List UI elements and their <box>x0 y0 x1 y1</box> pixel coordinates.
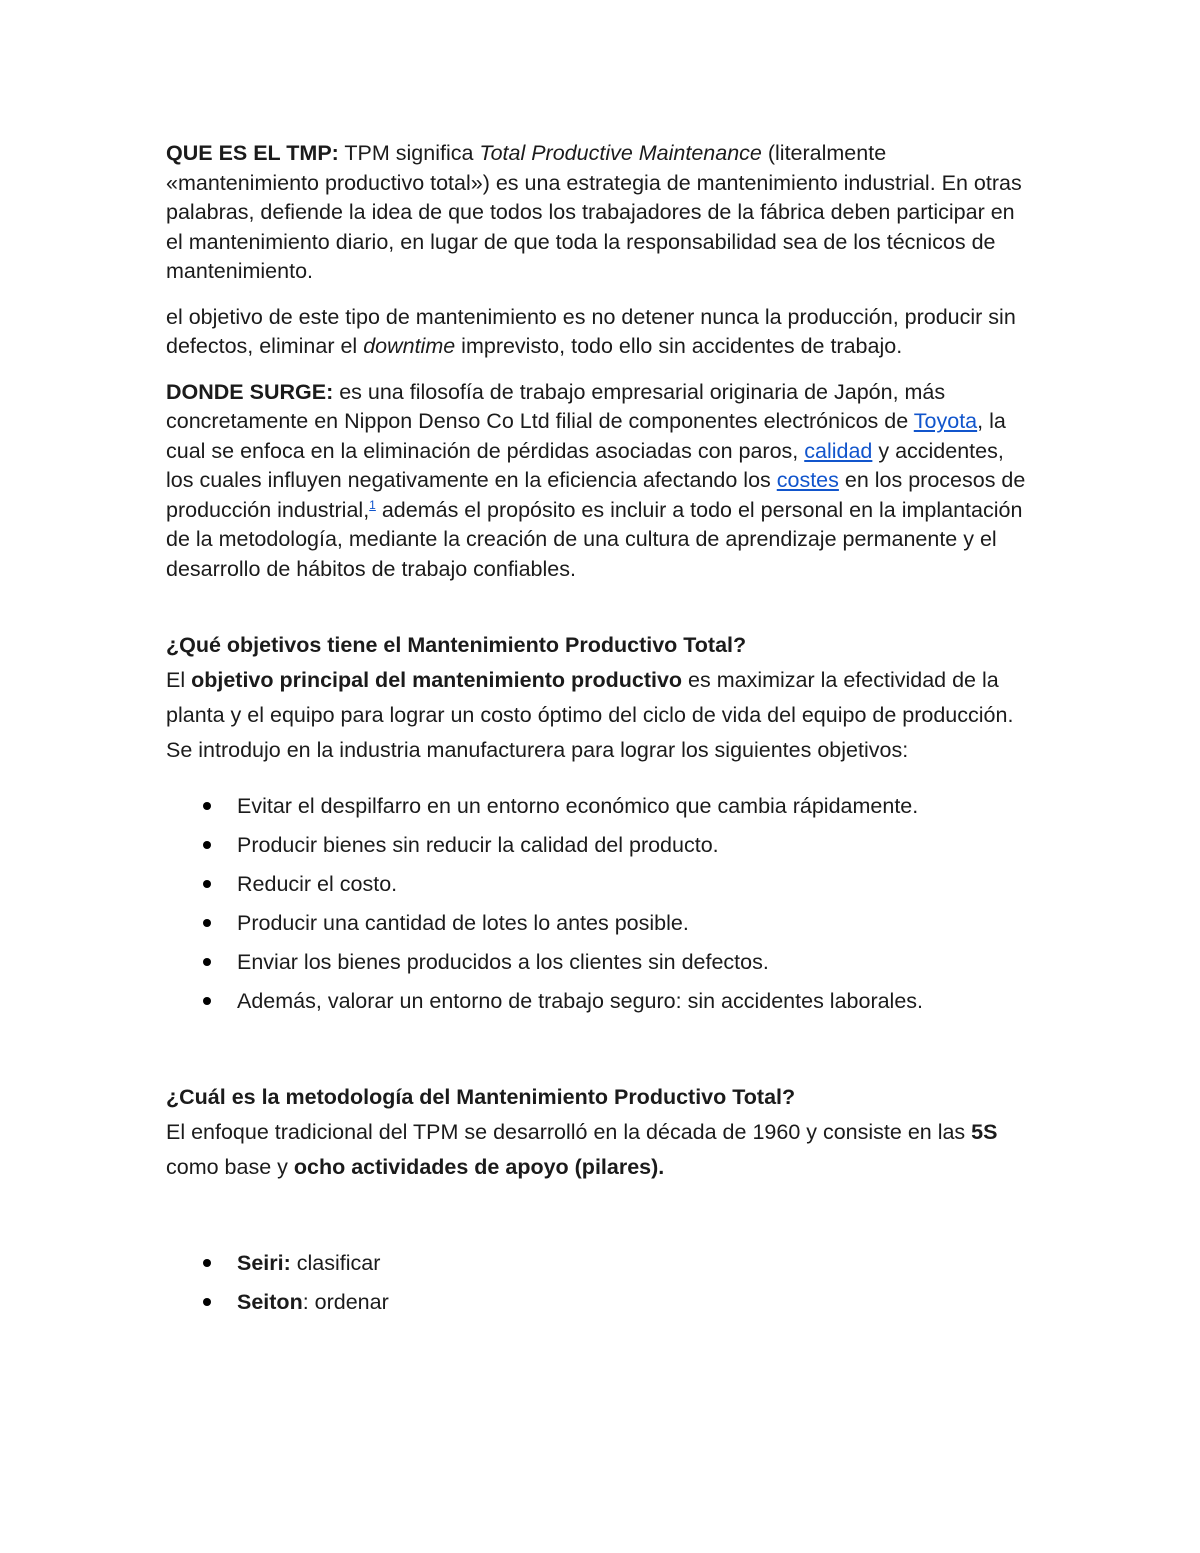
bullet-icon <box>203 802 211 810</box>
objectives-bold-phrase: objetivo principal del mantenimiento productivo <box>191 668 683 692</box>
methodology-paragraph: El enfoque tradicional del TPM se desarrolló en la década de 1960 y consiste en las 5S como base y ocho actividades de apoyo (pilares). <box>166 1120 998 1179</box>
toyota-link[interactable]: Toyota <box>913 409 978 433</box>
list-item: Producir bienes sin reducir la calidad del producto. <box>166 826 1036 865</box>
origin-paragraph: DONDE SURGE: es una filosofía de trabajo empresarial originaria de Japón, más concretamente en Nippon Denso Co Ltd filial de componentes electrónicos de Toyota, la cual se enfoca en la eliminación de pérdidas asociadas con paros, calidad y accidentes, los cuales influyen negativamente en la eficiencia afectando los costes en los procesos de producción industrial,$^1$ además el propósito es incluir a todo el personal en la implantación de la metodología, mediante la creación de una cultura de aprendizaje permanente y el desarrollo de hábitos de trabajo confiables. <box>166 379 1026 581</box>
list-item: Seiton: ordenar <box>166 1283 1036 1322</box>
bullet-icon <box>203 1259 211 1267</box>
objectives-list <box>166 787 1036 1021</box>
footnote-link[interactable]: 1 <box>369 497 376 512</box>
bullet-icon <box>203 997 211 1005</box>
intro-label: QUE ES EL TMP: <box>166 141 339 165</box>
document-page <box>166 139 1036 1322</box>
intro-italic-term: Total Productive Maintenance <box>479 141 762 165</box>
calidad-link[interactable]: calidad <box>804 438 873 463</box>
objective-paragraph: el objetivo de este tipo de mantenimiento es no detener nunca la producción, producir sin defectos, eliminar el downtime imprevisto, todo ello sin accidentes de trabajo. <box>166 304 1016 358</box>
list-item: Seiri: clasificar <box>166 1244 1036 1283</box>
item-term: Seiton <box>237 1290 303 1314</box>
origin-label: DONDE SURGE: <box>166 379 334 404</box>
list-item: Además, valorar un entorno de trabajo seguro: sin accidentes laborales. <box>166 982 1036 1021</box>
bullet-icon <box>203 958 211 966</box>
five-s-bold: 5S <box>971 1120 998 1144</box>
objectives-paragraph: El objetivo principal del mantenimiento productivo es maximizar la efectividad de la planta y el equipo para lograr un costo óptimo del ciclo de vida del equipo de producción. Se introdujo en la industria manufacturera para lograr los siguientes objetivos: <box>166 668 1014 762</box>
bullet-icon <box>203 880 211 888</box>
five-s-list <box>166 1244 1036 1322</box>
methodology-heading: ¿Cuál es la metodología del Mantenimiento Productivo Total? <box>166 1085 796 1109</box>
intro-paragraph: QUE ES EL TMP: TPM significa Total Productive Maintenance (literalmente «mantenimiento productivo total») es una estrategia de mantenimiento industrial. En otras palabras, defiende la idea de que todos los trabajadores de la fábrica deben participar en el mantenimiento diario, en lugar de que toda la responsabilidad sea de los técnicos de mantenimiento. <box>166 141 1022 283</box>
bullet-icon <box>203 919 211 927</box>
pillars-bold: ocho actividades de apoyo (pilares). <box>293 1155 665 1179</box>
objectives-heading: ¿Qué objetivos tiene el Mantenimiento Productivo Total? <box>166 633 747 657</box>
bullet-icon <box>203 841 211 849</box>
downtime-term: downtime <box>363 334 456 358</box>
list-item: Evitar el despilfarro en un entorno económico que cambia rápidamente. <box>166 787 1036 826</box>
costes-link[interactable]: costes <box>776 468 839 492</box>
list-item: Reducir el costo. <box>166 865 1036 904</box>
bullet-icon <box>203 1298 211 1306</box>
item-term: Seiri: <box>237 1251 291 1275</box>
list-item: Producir una cantidad de lotes lo antes posible. <box>166 904 1036 943</box>
list-item: Enviar los bienes producidos a los clientes sin defectos. <box>166 943 1036 982</box>
